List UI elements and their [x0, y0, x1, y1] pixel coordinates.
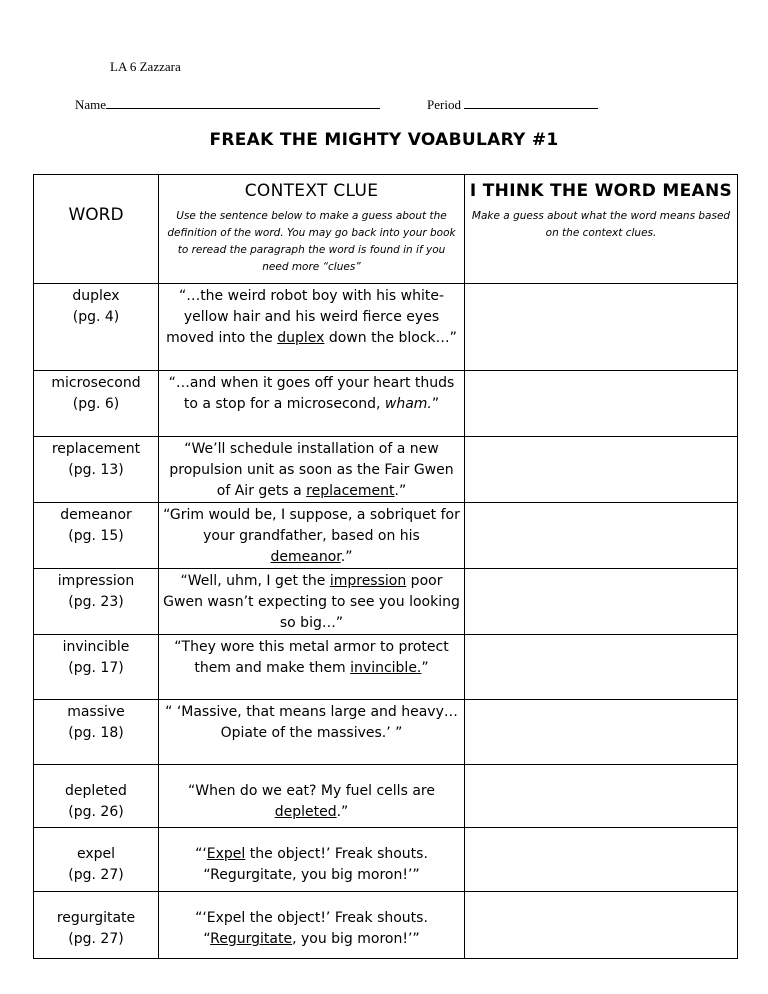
clue-target-word: invincible. [350, 660, 422, 676]
clue-cell [159, 828, 465, 892]
word-cell [34, 569, 159, 635]
page-ref: (pg. 27) [68, 931, 124, 947]
clue-text: “…and when it goes off your heart thuds to a stop for a microsecond, [168, 375, 455, 412]
meaning-answer-cell[interactable] [465, 700, 738, 765]
clue-text-end: ” [421, 660, 429, 676]
clue-text-end: down the block…” [324, 330, 457, 346]
header-context-clue-note: Use the sentence below to make a guess about the definition of the word. You may go back into your book to reread the paragraph the word is found in if you need more “clues” [167, 210, 456, 273]
word-text: duplex [72, 288, 120, 304]
word-text: demeanor [60, 507, 132, 523]
word-text: invincible [62, 639, 130, 655]
meaning-answer-cell[interactable] [465, 892, 738, 959]
clue-text: “‘Expel the object!’ Freak shouts. “ [195, 910, 428, 947]
meaning-answer-cell[interactable] [465, 503, 738, 569]
clue-text-end: the object!’ Freak shouts. “Regurgitate, you big moron!’” [203, 846, 428, 883]
header-context-clue [159, 175, 465, 284]
clue-cell [159, 371, 465, 437]
clue-cell [159, 765, 465, 828]
word-cell [34, 700, 159, 765]
clue-cell [159, 892, 465, 959]
page-ref: (pg. 15) [68, 528, 124, 544]
meaning-answer-cell[interactable] [465, 569, 738, 635]
word-text: impression [57, 573, 135, 589]
clue-text: “We’ll schedule installation of a new propulsion unit as soon as the Fair Gwen of Air gets a [169, 441, 454, 499]
clue-target-word: replacement [306, 483, 395, 499]
clue-text-end: poor Gwen wasn’t expecting to see you looking so big…” [163, 573, 460, 631]
meaning-answer-cell[interactable] [465, 828, 738, 892]
page-ref: (pg. 18) [68, 725, 124, 741]
clue-text: “‘ [195, 846, 207, 862]
clue-italic: wham. [384, 396, 432, 412]
meaning-answer-cell[interactable] [465, 765, 738, 828]
clue-cell [159, 569, 465, 635]
period-field [427, 95, 598, 113]
table-row [34, 892, 738, 959]
table-row [34, 828, 738, 892]
vocabulary-table [33, 174, 738, 959]
word-cell [34, 371, 159, 437]
clue-text: “…the weird robot boy with his white-yellow hair and his weird fierce eyes moved into the [166, 288, 445, 346]
table-row [34, 700, 738, 765]
word-text: regurgitate [56, 910, 136, 926]
page-title: FREAK THE MIGHTY VOABULARY #1 [209, 130, 559, 150]
period-blank [464, 95, 598, 109]
clue-text-end: .” [340, 549, 353, 565]
table-row [34, 569, 738, 635]
clue-text-end: .” [336, 804, 349, 820]
page-ref: (pg. 17) [68, 660, 124, 676]
table-header-row [34, 175, 738, 284]
header-context-clue-label: CONTEXT CLUE [244, 181, 379, 201]
page-ref: (pg. 23) [68, 594, 124, 610]
header-meaning-note: Make a guess about what the word means based on the context clues. [471, 210, 731, 239]
word-cell [34, 437, 159, 503]
meaning-answer-cell[interactable] [465, 284, 738, 371]
header-word-label: WORD [68, 205, 124, 225]
name-field [75, 95, 380, 113]
clue-text: “Grim would be, I suppose, a sobriquet for your grandfather, based on his [163, 507, 460, 544]
clue-text-end: .” [394, 483, 407, 499]
word-cell [34, 503, 159, 569]
table-row [34, 371, 738, 437]
clue-target-word: impression [329, 573, 407, 589]
table-row [34, 503, 738, 569]
word-cell [34, 765, 159, 828]
header-meaning-label: I THINK THE WORD MEANS [469, 181, 733, 201]
word-cell [34, 892, 159, 959]
word-cell [34, 284, 159, 371]
clue-target-word: depleted [274, 804, 337, 820]
clue-text: “ ‘Massive, that means large and heavy…Opiate of the massives.’ ” [165, 704, 458, 741]
table-row [34, 284, 738, 371]
clue-target-word: Regurgitate [210, 931, 293, 947]
clue-text: “When do we eat? My fuel cells are [188, 783, 435, 799]
course-label: LA 6 Zazzara [110, 59, 181, 74]
period-label: Period [427, 97, 465, 112]
page-ref: (pg. 13) [68, 462, 124, 478]
page-ref: (pg. 6) [72, 396, 120, 412]
page-ref: (pg. 27) [68, 867, 124, 883]
clue-target-word: Expel [206, 846, 246, 862]
table-row [34, 635, 738, 700]
name-blank [106, 95, 380, 109]
clue-target-word: demeanor [270, 549, 341, 565]
clue-cell [159, 635, 465, 700]
clue-cell [159, 503, 465, 569]
word-text: massive [67, 704, 125, 720]
clue-cell [159, 284, 465, 371]
clue-text: “Well, uhm, I get the [180, 573, 330, 589]
word-text: expel [76, 846, 116, 862]
meaning-answer-cell[interactable] [465, 437, 738, 503]
clue-cell [159, 437, 465, 503]
table-row [34, 765, 738, 828]
clue-target-word: duplex [277, 330, 325, 346]
word-text: replacement [51, 441, 141, 457]
meaning-answer-cell[interactable] [465, 371, 738, 437]
clue-text: “They wore this metal armor to protect them and make them [174, 639, 449, 676]
word-cell [34, 635, 159, 700]
page-ref: (pg. 26) [68, 804, 124, 820]
word-text: depleted [65, 783, 127, 799]
clue-text-end: ” [431, 396, 440, 412]
clue-cell [159, 700, 465, 765]
header-meaning [465, 175, 738, 284]
clue-text-end: , you big moron!’” [292, 931, 420, 947]
header-word [34, 175, 159, 284]
word-text: microsecond [51, 375, 141, 391]
meaning-answer-cell[interactable] [465, 635, 738, 700]
name-label: Name [75, 97, 107, 112]
word-cell [34, 828, 159, 892]
table-row [34, 437, 738, 503]
page-ref: (pg. 4) [72, 309, 120, 325]
